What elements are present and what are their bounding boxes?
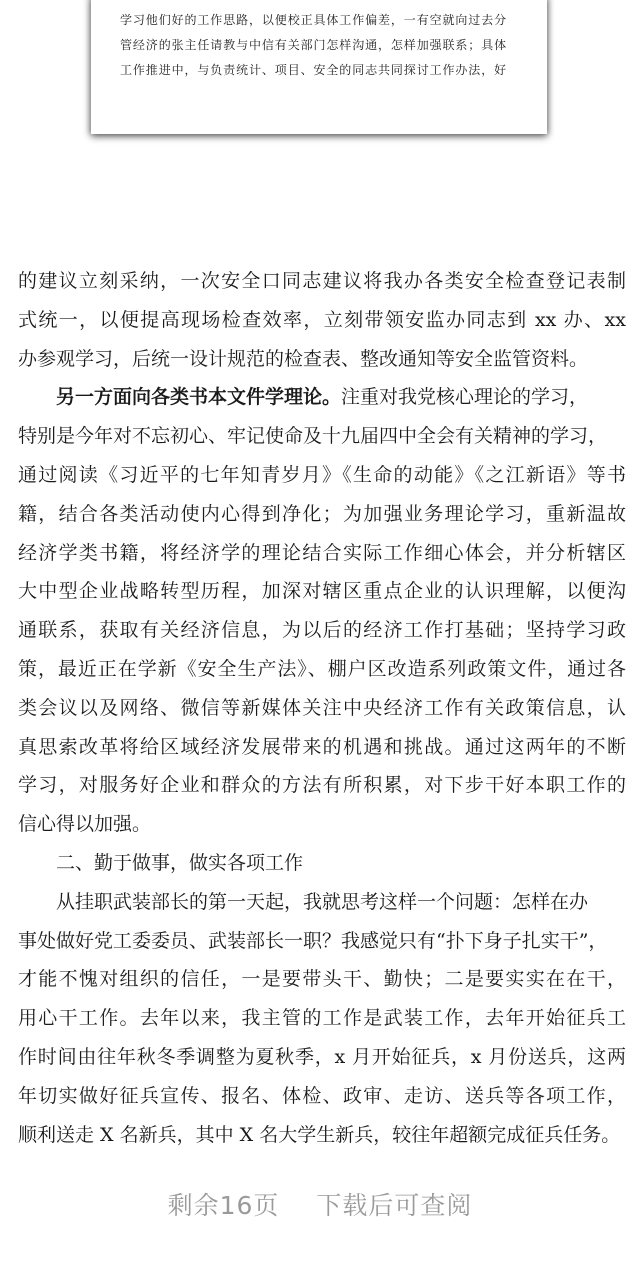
section-lead-bold: 另一方面向各类书本文件学理论。 <box>56 386 342 409</box>
document-body <box>18 262 626 1154</box>
paragraph-line: 学习，对服务好企业和群众的方法有所积累，对下步干好本职工作的 <box>18 774 626 797</box>
preview-line: 学习他们好的工作思路，以便校正具体工作偏差，一有空就向过去分 <box>120 13 508 27</box>
paragraph-line: 通过阅读《习近平的七年知青岁月》《生命的动能》《之江新语》等书 <box>18 463 626 486</box>
paragraph-line: 才能不愧对组织的信任，一是要带头干、勤快；二是要实实在在干， <box>18 968 626 991</box>
paragraph-line: 大中型企业战略转型历程，加深对辖区重点企业的认识理解，以便沟 <box>18 580 626 603</box>
paragraph-line: 特别是今年对不忘初心、牢记使命及十九届四中全会有关精神的学习， <box>18 425 608 448</box>
paragraph-line: 真思索改革将给区域经济发展带来的机遇和挑战。通过这两年的不断 <box>18 735 626 758</box>
paragraph-line: 策，最近正在学新《安全生产法》、棚户区改造系列政策文件，通过各 <box>18 657 626 680</box>
paragraph-line: 类会议以及网络、微信等新媒体关注中央经济工作有关政策信息，认 <box>18 696 626 719</box>
paragraph-line: 办参观学习，后统一设计规范的检查表、整改通知等安全监管资料。 <box>18 347 589 370</box>
paragraph-line: 事处做好党工委委员、武装部长一职？我感觉只有“扑下身子扎实干”， <box>18 929 608 952</box>
page-preview-text <box>120 8 520 83</box>
preview-line: 管经济的张主任请教与中信有关部门怎样沟通，怎样加强联系；具体 <box>120 38 508 52</box>
paragraph-line: 顺利送走 X 名新兵，其中 X 名大学生新兵，较往年超额完成征兵任务。 <box>18 1123 621 1146</box>
download-to-view-label[interactable]: 下载后可查阅 <box>316 1191 473 1220</box>
section-heading: 二、勤于做事，做实各项工作 <box>56 851 304 874</box>
paragraph-line: 通联系，获取有关经济信息，为以后的经济工作打基础；坚持学习政 <box>18 619 626 642</box>
download-prompt[interactable] <box>0 1186 640 1226</box>
paragraph-line: 用心干工作。去年以来，我主管的工作是武装工作，去年开始征兵工 <box>18 1007 626 1030</box>
paragraph-line: 年切实做好征兵宣传、报名、体检、政审、走访、送兵等各项工作， <box>18 1084 626 1107</box>
paragraph-line: 式统一，以便提高现场检查效率，立刻带领安监办同志到 xx 办、xx <box>18 308 626 331</box>
paragraph-line: 信心得以加强。 <box>18 813 152 836</box>
preview-line: 工作推进中，与负责统计、项目、安全的同志共同探讨工作办法，好 <box>120 63 508 77</box>
paragraph-line: 的建议立刻采纳，一次安全口同志建议将我办各类安全检查登记表制 <box>18 270 626 292</box>
paragraph-text: 注重对我党核心理论的学习， <box>341 386 589 409</box>
remaining-pages-label: 剩余16页 <box>167 1191 280 1220</box>
paragraph-line: 籍，结合各类活动使内心得到净化；为加强业务理论学习，重新温故 <box>18 502 626 525</box>
paragraph-line: 作时间由往年秋冬季调整为夏秋季，x 月开始征兵，x 月份送兵，这两 <box>18 1045 626 1068</box>
paragraph-line: 经济学类书籍，将经济学的理论结合实际工作细心体会，并分析辖区 <box>18 541 626 564</box>
paragraph-line: 从挂职武装部长的第一天起，我就思考这样一个问题：怎样在办 <box>56 890 589 913</box>
paragraph-line <box>18 378 626 417</box>
